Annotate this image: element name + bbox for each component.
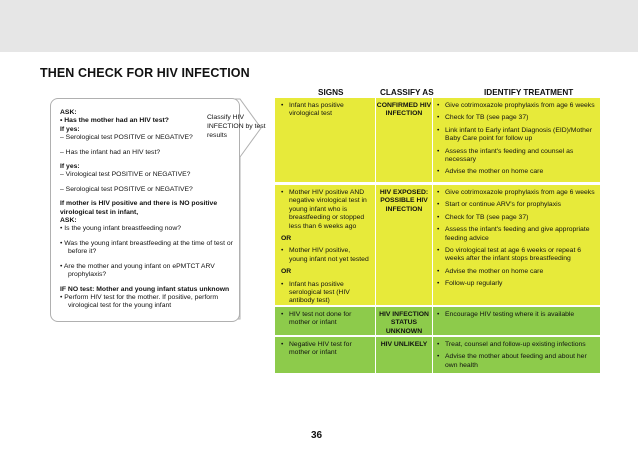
if-yes-label: If yes:: [60, 125, 80, 133]
top-band: [0, 0, 638, 52]
question-breastfeeding-at-test: • Was the young infant breastfeeding at the time of test or before it?: [60, 239, 233, 256]
treatment-cell: [431, 307, 600, 335]
sign-item: • Infant has positive serological test (HIV antibody test): [281, 281, 369, 306]
header-classify: CLASSIFY AS: [380, 88, 434, 97]
ask-label: ASK:: [60, 217, 77, 225]
treatment-cell: [431, 337, 600, 373]
question-pmtct: • Are the mother and young infant on ePMTCT ARV prophylaxis?: [60, 262, 215, 279]
treatment-item: • Link infant to Early infant Diagnosis (EID)/Mother Baby Care point for follow up: [437, 127, 596, 144]
classify-cell: HIV INFECTION STATUS UNKNOWN: [375, 307, 433, 335]
treatment-item: • Follow-up regularly: [437, 280, 596, 288]
signs-cell: [275, 307, 375, 335]
signs-cell: [275, 185, 375, 305]
question-breastfeeding: • Is the young infant breastfeeding now?: [60, 225, 182, 233]
classify-cell: HIV EXPOSED: POSSIBLE HIV INFECTION: [375, 185, 433, 305]
treatment-item: • Assess the infant's feeding and counsel as necessary: [437, 148, 596, 165]
mother-positive-condition: If mother is HIV positive and there is NO positive virological test in infant,: [60, 200, 218, 216]
classify-cell: HIV UNLIKELY: [375, 337, 433, 373]
treatment-item: • Encourage HIV testing where it is available: [437, 311, 596, 319]
signs-cell: [275, 98, 375, 182]
treatment-item: • Give cotrimoxazole prophylaxis from age 6 weeks: [437, 102, 596, 110]
question-serological: – Serological test POSITIVE or NEGATIVE?: [60, 134, 193, 142]
or-label: OR: [281, 268, 292, 276]
sign-item: • Mother HIV positive AND negative virological test in young infant who is breastfeeding or stopped less than 6 weeks ago: [281, 189, 369, 231]
signs-cell: [275, 337, 375, 373]
classification-row-unknown: [275, 306, 600, 335]
treatment-item: • Advise the mother about feeding and about her own health: [437, 353, 596, 370]
treatment-cell: [431, 98, 600, 182]
classification-row-confirmed: [275, 98, 600, 182]
sign-item: • Infant has positive virological test: [281, 102, 369, 119]
header-signs: SIGNS: [318, 88, 344, 97]
sign-item: • Mother HIV positive, young infant not yet tested: [281, 247, 369, 264]
classification-row-unlikely: [275, 336, 600, 373]
treatment-cell: [431, 185, 600, 305]
classification-row-exposed: [275, 184, 600, 305]
question-virological: – Virological test POSITIVE or NEGATIVE?: [60, 171, 191, 179]
treatment-item: • Assess the infant's feeding and give appropriate feeding advice: [437, 226, 596, 243]
sign-item: • Negative HIV test for mother or infant: [281, 341, 369, 358]
treatment-item: • Check for TB (see page 37): [437, 114, 596, 122]
no-test-condition: IF NO test: Mother and young infant status unknown: [60, 285, 230, 293]
question-serological-infant: – Serological test POSITIVE or NEGATIVE?: [60, 185, 193, 193]
sign-item: • HIV test not done for mother or infant: [281, 311, 369, 328]
treatment-item: • Give cotrimoxazole prophylaxis from age 6 weeks: [437, 189, 596, 197]
treatment-item: • Do virological test at age 6 weeks or repeat 6 weeks after the infant stops breastfeeding: [437, 247, 596, 264]
page-number: 36: [311, 430, 323, 441]
classify-cell: CONFIRMED HIV INFECTION: [375, 98, 433, 182]
no-test-action: • Perform HIV test for the mother. If positive, perform virological test for the young infant: [60, 293, 219, 310]
treatment-item: • Start or continue ARV's for prophylaxis: [437, 201, 596, 209]
treatment-item: • Treat, counsel and follow-up existing infections: [437, 341, 596, 349]
page-title: THEN CHECK FOR HIV INFECTION: [40, 66, 250, 80]
treatment-item: • Advise the mother on home care: [437, 168, 596, 176]
classify-note: Classify HIV INFECTION by test results: [207, 114, 266, 139]
treatment-item: • Advise the mother on home care: [437, 268, 596, 276]
if-yes-label: If yes:: [60, 163, 80, 171]
question-infant-test: – Has the infant had an HIV test?: [60, 148, 161, 156]
header-treatment: IDENTIFY TREATMENT: [484, 88, 574, 97]
ask-label: ASK:: [60, 109, 77, 116]
or-label: OR: [281, 235, 292, 243]
question-mother-test: • Has the mother had an HIV test?: [60, 117, 169, 125]
treatment-item: • Check for TB (see page 37): [437, 214, 596, 222]
